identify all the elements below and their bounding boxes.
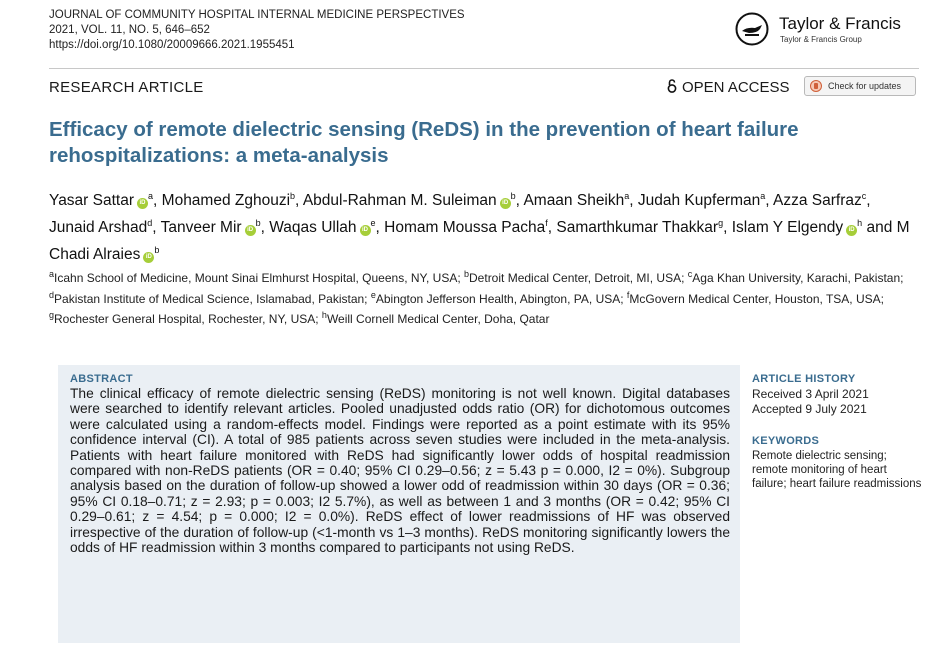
- publisher-group: Taylor & Francis Group: [780, 35, 862, 44]
- affiliations: [49, 266, 919, 328]
- crossmark-icon: [810, 80, 822, 92]
- author-name[interactable]: Islam Y Elgendy: [731, 219, 844, 237]
- orcid-icon[interactable]: iD: [360, 225, 371, 236]
- article-history: [752, 387, 869, 417]
- received-date: Received 3 April 2021: [752, 387, 869, 401]
- open-lock-icon: [667, 79, 677, 93]
- author-name[interactable]: Judah Kupferman: [637, 192, 761, 210]
- author-affiliation-marker: a: [760, 191, 766, 201]
- affiliation-text: Weill Cornell Medical Center, Doha, Qatar: [326, 312, 550, 326]
- affiliation-marker: g: [49, 310, 55, 320]
- affiliation-text: Rochester General Hospital, Rochester, NY, USA;: [54, 312, 322, 326]
- journal-name: JOURNAL OF COMMUNITY HOSPITAL INTERNAL MEDICINE PERSPECTIVES: [49, 9, 465, 21]
- affiliation-marker: d: [49, 289, 55, 300]
- author-list: Yasar Sattar $iD^a$, Mohamed Zghouzi$^b$, Abdul-Rahman M. Suleiman $iD^b$, Amaan Sheikh$^a$, Judah Kupferman$^a$, Azza Sarfraz$^c$, Junaid Arshad$^d$, Tanveer Mir $iD^b$, Waqas Ullah $iD^e$, Homam Moussa Pacha$^f$, Samarthkumar Thakkar$^g$, Islam Y Elgendy $iD^h$ and M Chadi Alraies $iD^b$: [49, 191, 910, 264]
- affiliation-marker: c: [687, 269, 693, 279]
- journal-header: [49, 8, 465, 53]
- check-updates-label: Check for updates: [828, 81, 902, 91]
- affiliation-marker: f: [626, 289, 630, 300]
- abstract-text: The clinical efficacy of remote dielectric sensing (ReDS) monitoring is not well known. Digital databases were searched to identify relevant articles. Pooled unadjusted odds ratio (OR) for dichotomous outcomes were calculated using a random-effects model. Findings were reported as a point estimate with its 95% confidence interval (CI). A total of 985 patients across seven studies were included in the meta-analysis. Patients with heart failure monitored with ReDS had significantly lower odds of hospital readmission compared with non-ReDS patients (OR = 0.40; 95% CI 0.29–0.56; z = 5.43 p = 0.000, I2 = 0%). Subgroup analysis based on the duration of follow-up showed a lower odd of readmission within 30 days (OR = 0.36; 95% CI 0.18–0.71; z = 2.93; p = 0.003; I2 5.7%), as well as between 1 and 3 months (OR = 0.42; 95% CI 0.29–0.61; z = 4.54; p = 0.000; I2 = 0.0%). ReDS effect of lower readmissions of HF was observed irrespective of the duration of follow-up (<1-month vs 1–3 months). ReDS monitoring significantly lowers the odds of HF readmission within 3 months compared to participants not using ReDS.: [70, 386, 730, 556]
- orcid-icon[interactable]: iD: [245, 225, 256, 236]
- author-name[interactable]: Mohamed Zghouzi: [161, 192, 291, 210]
- author-name[interactable]: Tanveer Mir: [160, 219, 242, 237]
- affiliation-text: Pakistan Institute of Medical Science, Islamabad, Pakistan;: [54, 291, 371, 306]
- article-type: RESEARCH ARTICLE: [49, 79, 204, 96]
- open-access-label: OPEN ACCESS: [682, 79, 790, 96]
- author-affiliation-marker: f: [545, 218, 548, 229]
- author-name[interactable]: Amaan Sheikh: [523, 192, 625, 210]
- author-affiliation-marker: c: [861, 191, 867, 201]
- accepted-date: Accepted 9 July 2021: [752, 402, 867, 416]
- doi-link[interactable]: https://doi.org/10.1080/20009666.2021.1955451: [49, 39, 295, 51]
- abstract-box: [58, 365, 740, 643]
- author-affiliation-marker: h: [857, 218, 863, 229]
- lamp-icon: [735, 12, 769, 46]
- author-affiliation-marker: b: [154, 245, 160, 256]
- author-affiliation-marker: a: [148, 191, 154, 201]
- author-name[interactable]: Homam Moussa Pacha: [384, 219, 546, 237]
- affiliation-marker: a: [49, 269, 55, 279]
- author-name[interactable]: Azza Sarfraz: [773, 192, 862, 210]
- author-affiliation-marker: g: [718, 218, 724, 229]
- orcid-icon[interactable]: iD: [143, 252, 154, 263]
- affiliation-marker: b: [464, 269, 470, 279]
- author-affiliation-marker: b: [510, 191, 516, 201]
- author-affiliation-marker: a: [624, 191, 630, 201]
- affiliation-text: Detroit Medical Center, Detroit, MI, USA;: [469, 271, 688, 285]
- affiliation-marker: e: [370, 289, 376, 300]
- orcid-icon[interactable]: iD: [500, 198, 511, 209]
- author-name[interactable]: Junaid Arshad: [49, 219, 148, 237]
- keywords-text: Remote dielectric sensing; remote monitoring of heart failure; heart failure readmissions: [752, 450, 922, 490]
- affiliation-text: Abington Jefferson Health, Abington, PA, USA;: [375, 291, 627, 306]
- affiliation-text: McGovern Medical Center, Houston, TSA, USA;: [629, 291, 884, 306]
- orcid-icon[interactable]: iD: [137, 198, 148, 209]
- author-affiliation-marker: d: [147, 218, 153, 229]
- header-divider: [49, 68, 919, 69]
- author-affiliation-marker: b: [290, 191, 296, 201]
- author-affiliation-marker: b: [255, 218, 261, 229]
- keywords-heading: KEYWORDS: [752, 435, 820, 447]
- affiliation-marker: h: [321, 310, 327, 320]
- publisher-name: Taylor & Francis: [779, 14, 901, 33]
- article-title: Efficacy of remote dielectric sensing (ReDS) in the prevention of heart failure rehospitalizations: a meta-analysis: [49, 118, 799, 167]
- check-updates-button[interactable]: [804, 76, 916, 96]
- affiliation-text: Icahn School of Medicine, Mount Sinai Elmhurst Hospital, Queens, NY, USA;: [54, 271, 464, 285]
- article-history-heading: ARTICLE HISTORY: [752, 373, 856, 385]
- open-access-badge: [667, 79, 790, 96]
- author-name[interactable]: Abdul-Rahman M. Suleiman: [302, 192, 497, 210]
- orcid-icon[interactable]: iD: [846, 225, 857, 236]
- author-name[interactable]: M Chadi Alraies: [49, 219, 910, 264]
- author-name[interactable]: Yasar Sattar: [49, 192, 135, 210]
- affiliation-text: Aga Khan University, Karachi, Pakistan;: [692, 271, 904, 285]
- abstract-heading: ABSTRACT: [70, 373, 133, 385]
- author-name[interactable]: Samarthkumar Thakkar: [556, 219, 719, 237]
- author-affiliation-marker: e: [370, 218, 376, 229]
- journal-volume: 2021, VOL. 11, NO. 5, 646–652: [49, 24, 210, 36]
- publisher-logo[interactable]: [735, 10, 925, 50]
- author-name[interactable]: Waqas Ullah: [269, 219, 357, 237]
